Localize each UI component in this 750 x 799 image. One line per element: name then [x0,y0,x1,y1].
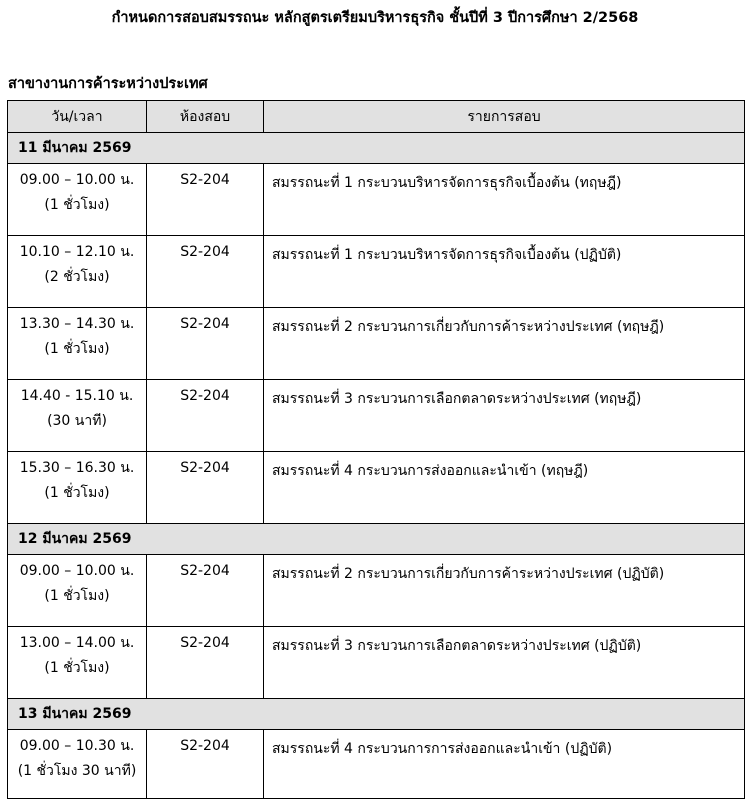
table-row [8,730,745,799]
exam-cell: สมรรถนะที่ 2 กระบวนการเกี่ยวกับการค้าระหว่างประเทศ (ปฏิบัติ) [264,555,745,627]
time-cell [8,730,147,799]
exam-schedule-table [7,100,745,799]
duration: (1 ชั่วโมง) [44,485,110,501]
exam-cell: สมรรถนะที่ 4 กระบวนการส่งออกและนำเข้า (ทฤษฎี) [264,452,745,524]
duration: (1 ชั่วโมง) [44,588,110,604]
room-cell: S2-204 [147,380,264,452]
time-range: 09.00 – 10.00 น. [19,172,135,188]
duration: (30 นาที) [47,413,107,429]
table-header-row [8,101,745,133]
duration: (1 ชั่วโมง) [44,341,110,357]
room-cell: S2-204 [147,627,264,699]
duration: (1 ชั่วโมง) [44,660,110,676]
time-cell [8,452,147,524]
header-time: วัน/เวลา [8,101,147,133]
exam-cell: สมรรถนะที่ 1 กระบวนบริหารจัดการธุรกิจเบื้องต้น (ทฤษฎี) [264,164,745,236]
exam-cell: สมรรถนะที่ 2 กระบวนการเกี่ยวกับการค้าระหว่างประเทศ (ทฤษฎี) [264,308,745,380]
time-cell [8,380,147,452]
header-exam: รายการสอบ [264,101,745,133]
date-label: 12 มีนาคม 2569 [8,524,745,555]
duration: (1 ชั่วโมง 30 นาที) [17,763,137,779]
table-row [8,308,745,380]
time-cell [8,236,147,308]
exam-cell: สมรรถนะที่ 3 กระบวนการเลือกตลาดระหว่างประเทศ (ทฤษฎี) [264,380,745,452]
time-range: 15.30 – 16.30 น. [19,460,135,476]
header-room: ห้องสอบ [147,101,264,133]
table-row [8,236,745,308]
schedule-body [8,133,745,799]
time-range: 10.10 – 12.10 น. [19,244,135,260]
time-range: 13.00 – 14.00 น. [19,635,135,651]
time-range: 09.00 – 10.00 น. [19,563,135,579]
date-label: 11 มีนาคม 2569 [8,133,745,164]
time-cell [8,164,147,236]
room-cell: S2-204 [147,308,264,380]
table-row [8,452,745,524]
exam-cell: สมรรถนะที่ 3 กระบวนการเลือกตลาดระหว่างประเทศ (ปฏิบัติ) [264,627,745,699]
table-row [8,164,745,236]
time-range: 09.00 – 10.30 น. [19,738,135,754]
room-cell: S2-204 [147,236,264,308]
table-row [8,627,745,699]
room-cell: S2-204 [147,452,264,524]
exam-cell: สมรรถนะที่ 1 กระบวนบริหารจัดการธุรกิจเบื้องต้น (ปฏิบัติ) [264,236,745,308]
room-cell: S2-204 [147,555,264,627]
duration: (2 ชั่วโมง) [44,269,110,285]
exam-cell: สมรรถนะที่ 4 กระบวนการการส่งออกและนำเข้า (ปฏิบัติ) [264,730,745,799]
time-range: 14.40 - 15.10 น. [20,388,134,404]
table-row [8,380,745,452]
date-label: 13 มีนาคม 2569 [8,699,745,730]
room-cell: S2-204 [147,164,264,236]
time-range: 13.30 – 14.30 น. [19,316,135,332]
duration: (1 ชั่วโมง) [44,197,110,213]
time-cell [8,308,147,380]
time-cell [8,555,147,627]
table-row [8,555,745,627]
date-row [8,133,745,164]
time-cell [8,627,147,699]
date-row [8,699,745,730]
room-cell: S2-204 [147,730,264,799]
section-heading: สาขางานการค้าระหว่างประเทศ [8,76,208,92]
document-title: กำหนดการสอบสมรรถนะ หลักสูตรเตรียมบริหารธุรกิจ ชั้นปีที่ 3 ปีการศึกษา 2/2568 [111,10,639,26]
date-row [8,524,745,555]
